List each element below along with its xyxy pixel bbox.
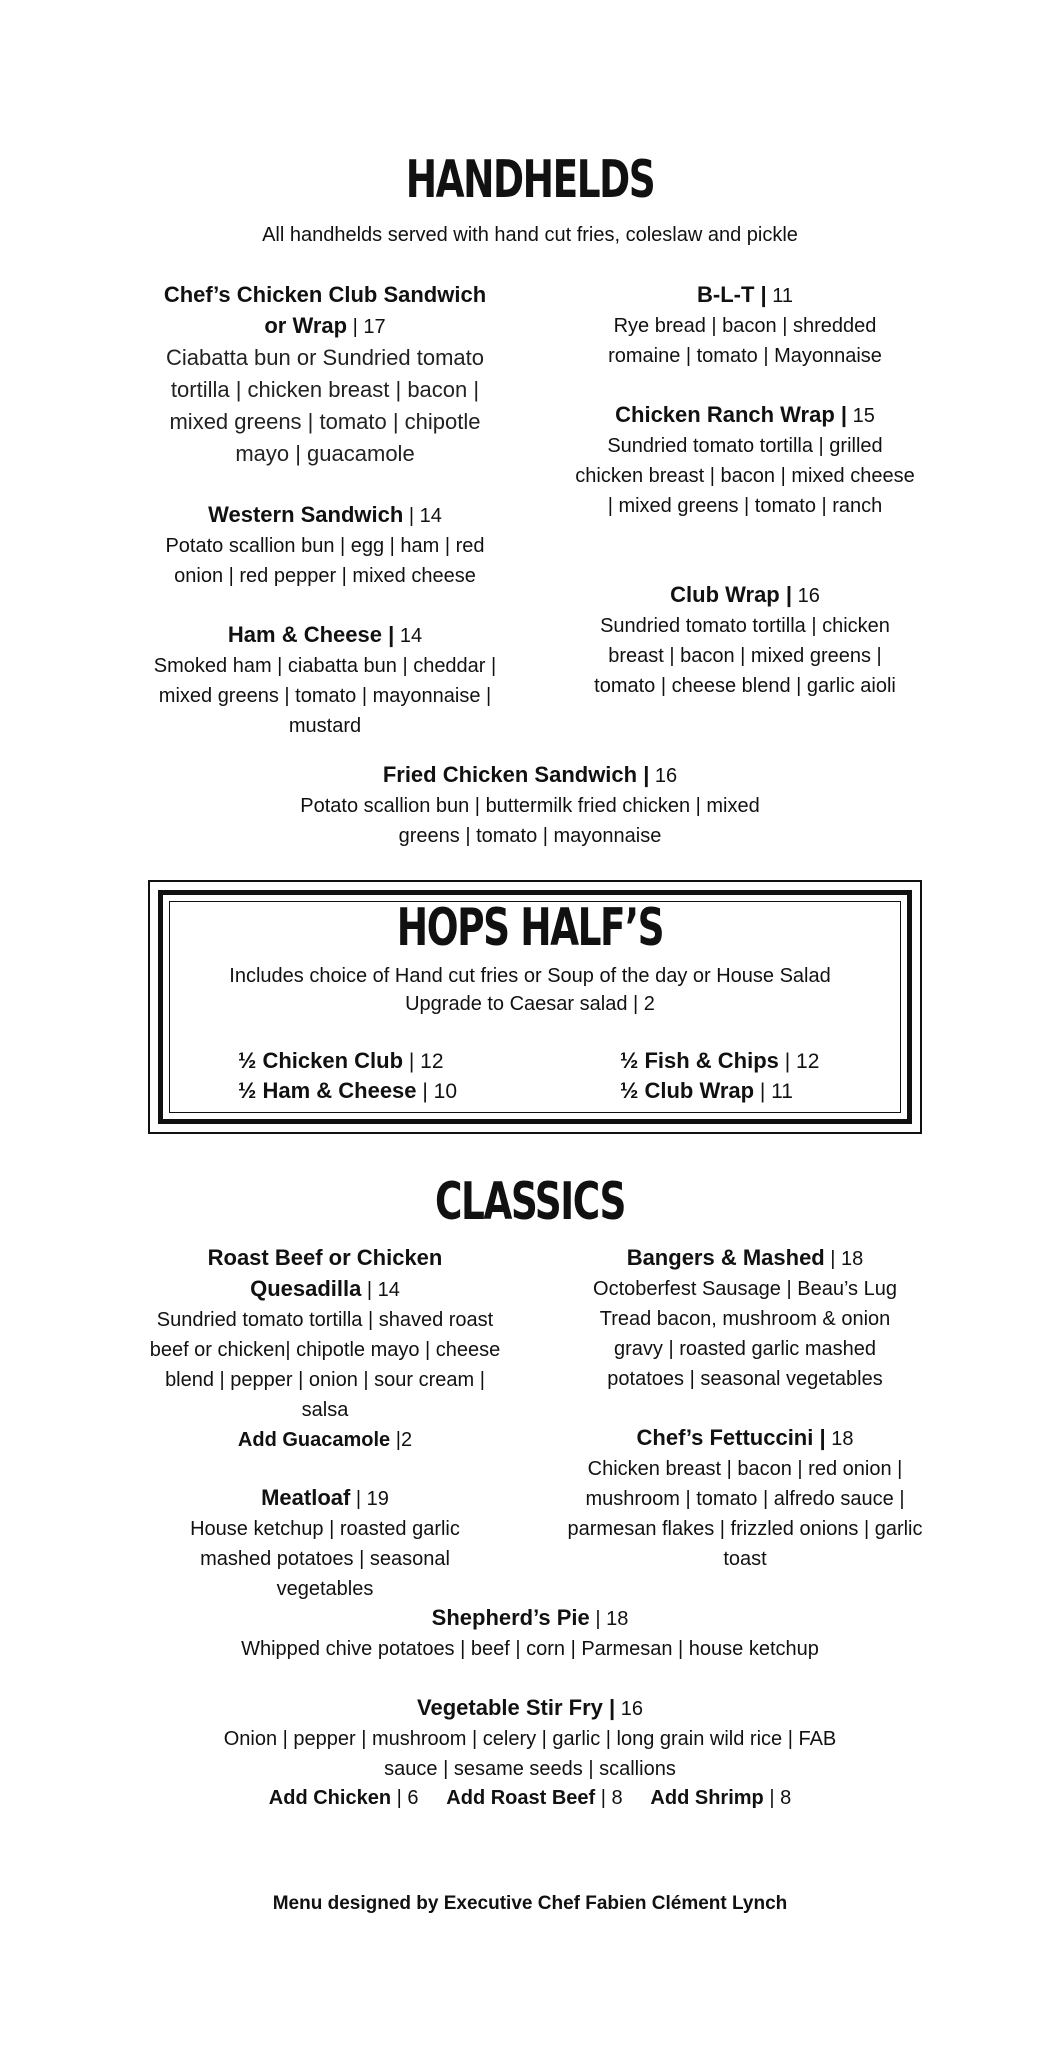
item-price: | 12: [403, 1050, 444, 1073]
classics-title: CLASSICS: [434, 1172, 626, 1232]
item-name: Club Wrap |: [670, 582, 793, 607]
handhelds-title: HANDHELDS: [405, 150, 655, 210]
item-name: Ham & Cheese |: [227, 622, 395, 647]
item-description: Rye bread | bacon | shredded romaine | tomato | Mayonnaise: [608, 315, 882, 367]
item-name: ½ Ham & Cheese: [238, 1078, 417, 1103]
hops-halfs-line2: Upgrade to Caesar salad | 2: [405, 993, 655, 1015]
item-description: Potato scallion bun | buttermilk fried chicken | mixed greens | tomato | mayonnaise: [300, 795, 760, 847]
half-item-fish-chips: [620, 1046, 819, 1077]
menu-item-vegetable-stir-fry: [220, 1693, 840, 1784]
item-price: | 12: [778, 1050, 820, 1073]
item-description: Octoberfest Sausage | Beau’s Lug Tread bacon, mushroom & onion gravy | roasted garlic mashed potatoes | seasonal vegetables: [593, 1278, 897, 1390]
item-price: 15: [847, 405, 875, 427]
addon-price: |2: [390, 1429, 413, 1451]
item-price: 16: [615, 1698, 643, 1720]
menu-item-fried-chicken-sandwich: [300, 760, 760, 851]
item-name: Quesadilla: [250, 1276, 362, 1301]
item-name: ½ Fish & Chips: [620, 1048, 779, 1073]
item-name: Roast Beef or Chicken: [207, 1245, 443, 1270]
item-name: Bangers & Mashed: [626, 1245, 825, 1270]
item-price: | 14: [403, 505, 442, 527]
item-description: Sundried tomato tortilla | chicken breast | bacon | mixed greens | tomato | cheese blend | garlic aioli: [594, 615, 896, 697]
item-name: ½ Club Wrap: [620, 1078, 755, 1103]
addon-price: | 8: [595, 1787, 623, 1809]
item-name: Chef’s Fettuccini |: [636, 1425, 826, 1450]
item-description: Whipped chive potatoes | beef | corn | Parmesan | house ketchup: [241, 1638, 819, 1660]
item-price: 18: [825, 1428, 854, 1450]
item-name: Meatloaf: [261, 1485, 351, 1510]
item-description: Sundried tomato tortilla | grilled chicken breast | bacon | mixed cheese | mixed greens | tomato | ranch: [575, 435, 915, 517]
addon-name: Add Guacamole: [237, 1429, 391, 1451]
half-item-chicken-club: [238, 1046, 444, 1077]
item-price: 14: [394, 625, 423, 647]
item-description: Smoked ham | ciabatta bun | cheddar | mixed greens | tomato | mayonnaise | mustard: [153, 655, 497, 737]
item-description: Sundried tomato tortilla | shaved roast beef or chicken| chipotle mayo | cheese blend | pepper | onion | sour cream | salsa: [149, 1309, 501, 1421]
menu-item-club-wrap: [575, 580, 915, 701]
item-price: | 17: [347, 316, 386, 338]
menu-item-chefs-chicken-club: [145, 280, 505, 470]
menu-item-chicken-ranch-wrap: [575, 400, 915, 521]
item-description: Chicken breast | bacon | red onion | mushroom | tomato | alfredo sauce | parmesan flakes | frizzled onions | garlic toast: [567, 1458, 923, 1570]
menu-item-blt: [575, 280, 915, 371]
item-name: Vegetable Stir Fry |: [417, 1695, 616, 1720]
item-price: 16: [649, 765, 678, 787]
item-description: Potato scallion bun | egg | ham | red onion | red pepper | mixed cheese: [165, 535, 485, 587]
half-item-ham-cheese: [238, 1076, 457, 1107]
item-name: Shepherd’s Pie: [431, 1605, 590, 1630]
item-price: 11: [766, 285, 793, 307]
item-description: House ketchup | roasted garlic mashed potatoes | seasonal vegetables: [190, 1518, 460, 1600]
menu-item-bangers-mashed: [575, 1243, 915, 1394]
addon-price: | 8: [763, 1787, 792, 1809]
stir-fry-addons: [180, 1783, 880, 1813]
menu-item-quesadilla: [145, 1243, 505, 1455]
item-name: Western Sandwich: [208, 502, 404, 527]
item-price: | 18: [824, 1248, 864, 1270]
item-price: | 11: [754, 1080, 793, 1103]
menu-item-shepherds-pie: [200, 1603, 860, 1664]
item-name: B-L-T |: [696, 282, 767, 307]
addon-price: | 6: [391, 1787, 419, 1809]
item-description: Ciabatta bun or Sundried tomato tortilla | chicken breast | bacon | mixed greens | tomato | chipotle mayo | guacamole: [166, 345, 484, 466]
menu-item-meatloaf: [170, 1483, 480, 1604]
item-name: Fried Chicken Sandwich |: [382, 762, 650, 787]
item-description: Onion | pepper | mushroom | celery | garlic | long grain wild rice | FAB sauce | sesame seeds | scallions: [223, 1728, 837, 1780]
menu-item-ham-cheese: [145, 620, 505, 741]
item-price: 16: [792, 585, 820, 607]
item-name: or Wrap: [264, 313, 348, 338]
hops-halfs-line1: Includes choice of Hand cut fries or Soup of the day or House Salad: [229, 965, 831, 987]
item-price: | 18: [589, 1608, 629, 1630]
item-price: | 10: [416, 1080, 458, 1103]
item-name: Chicken Ranch Wrap |: [615, 402, 848, 427]
addon-name: Add Roast Beef: [446, 1787, 596, 1809]
menu-item-chefs-fettuccini: [565, 1423, 925, 1574]
footer-credit: Menu designed by Executive Chef Fabien Clément Lynch: [272, 1893, 788, 1914]
addon-name: Add Shrimp: [650, 1787, 764, 1809]
half-item-club-wrap: [620, 1076, 793, 1107]
hops-halfs-title: HOPS HALF’S: [396, 898, 664, 958]
item-name: ½ Chicken Club: [238, 1048, 404, 1073]
item-name: Chef’s Chicken Club Sandwich: [163, 282, 487, 307]
menu-item-western-sandwich: [145, 500, 505, 591]
item-price: | 19: [350, 1488, 389, 1510]
item-price: | 14: [361, 1279, 400, 1301]
handhelds-subtitle: All handhelds served with hand cut fries, coleslaw and pickle: [262, 224, 798, 246]
addon-name: Add Chicken: [268, 1787, 392, 1809]
